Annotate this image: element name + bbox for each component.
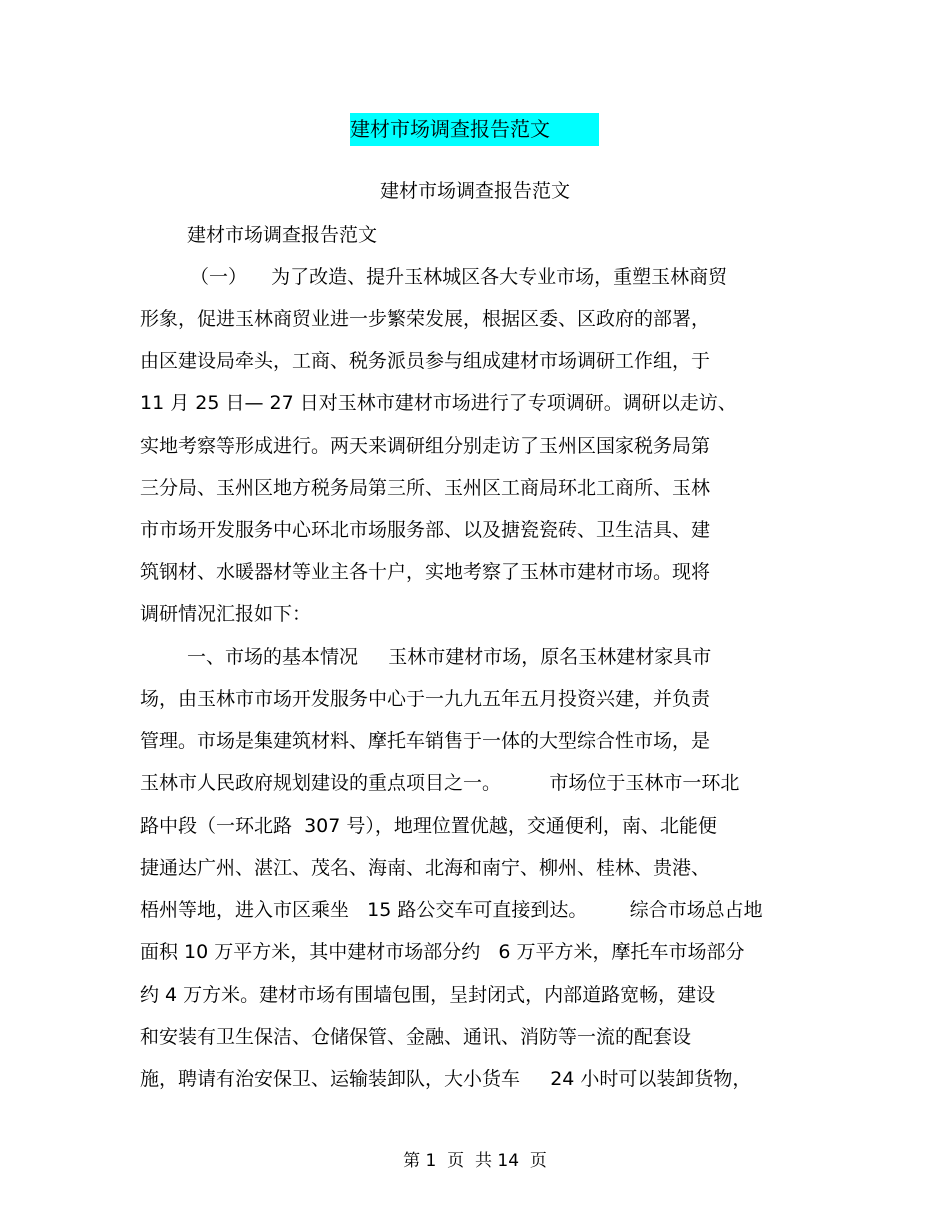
document-subtitle: 建材市场调查报告范文 — [379, 180, 570, 202]
body-line: 由区建设局牵头，工商、税务派员参与组成建材市场调研工作组，于 — [140, 350, 711, 372]
body-line: 筑钢材、水暖器材等业主各十户，实地考察了玉林市建材市场。现将 — [140, 561, 711, 583]
body-line: 三分局、玉州区地方税务局第三所、玉州区工商局环北工商所、玉林 — [140, 477, 711, 499]
body-line: 面积 10 万平方米，其中建材市场部分约 6 万平方米，摩托车市场部分 — [140, 941, 745, 963]
body-line: 调研情况汇报如下： — [140, 603, 312, 625]
body-line: 11 月 25 日— 27 日对玉林市建材市场进行了专项调研。调研以走访、 — [140, 392, 737, 414]
body-line: 和安装有卫生保洁、仓储保管、金融、通讯、消防等一流的配套设 — [140, 1026, 692, 1048]
body-line: 路中段（一环北路 307 号），地理位置优越，交通便利，南、北能便 — [140, 815, 717, 837]
body-line: 梧州等地，进入市区乘坐 15 路公交车可直接到达。 综合市场总占地 — [140, 899, 763, 921]
body-line: 形象，促进玉林商贸业进一步繁荣发展，根据区委、区政府的部署， — [140, 308, 711, 330]
document-title-text: 建材市场调查报告范文 — [350, 117, 550, 141]
body-line: 实地考察等形成进行。两天来调研组分别走访了玉州区国家税务局第 — [140, 435, 711, 457]
body-line: 捷通达广州、湛江、茂名、海南、北海和南宁、柳州、桂林、贵港、 — [140, 857, 711, 879]
body-line: 一、市场的基本情况 玉林市建材市场，原名玉林建材家具市 — [187, 646, 712, 668]
page-number-footer: 第 1 页 共 14 页 — [403, 1151, 547, 1171]
body-line: 管理。市场是集建筑材料、摩托车销售于一体的大型综合性市场，是 — [140, 730, 711, 752]
body-line: 玉林市人民政府规划建设的重点项目之一。 市场位于玉林市一环北 — [140, 772, 740, 794]
body-line: 建材市场调查报告范文 — [187, 224, 378, 246]
body-line: 场，由玉林市市场开发服务中心于一九九五年五月投资兴建，并负责 — [140, 688, 711, 710]
body-line: （一） 为了改造、提升玉林城区各大专业市场，重塑玉林商贸 — [190, 266, 728, 288]
body-line: 约 4 万方米。建材市场有围墙包围，呈封闭式，内部道路宽畅，建设 — [140, 984, 716, 1006]
document-title — [350, 113, 599, 146]
body-line: 市市场开发服务中心环北市场服务部、以及搪瓷瓷砖、卫生洁具、建 — [140, 519, 711, 541]
body-line: 施，聘请有治安保卫、运输装卸队，大小货车 24 小时可以装卸货物， — [140, 1068, 752, 1090]
